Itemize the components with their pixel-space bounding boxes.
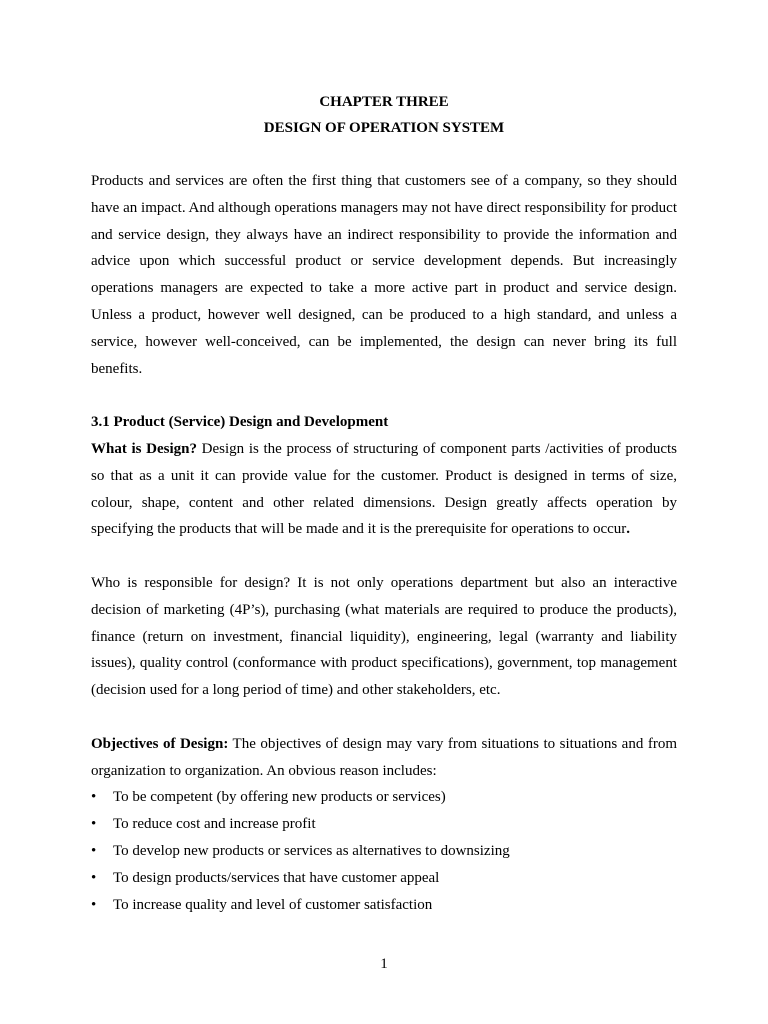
list-item (91, 892, 677, 919)
what-is-design-lead: What is Design? (91, 440, 197, 457)
page-number: 1 (380, 956, 388, 972)
list-item-text: To be competent (by offering new products or services) (113, 789, 446, 806)
list-item (91, 811, 677, 838)
spacer (91, 704, 677, 731)
list-item-text: To design products/services that have customer appeal (113, 869, 440, 886)
objectives-text: The objectives of design may vary from situations to situations and from organization to organization. An obvious reason includes: (91, 735, 677, 779)
list-item (91, 784, 677, 811)
spacer (91, 382, 677, 409)
bullet-icon: • (91, 896, 97, 913)
spacer (91, 141, 677, 168)
list-item (91, 838, 677, 865)
list-item (91, 865, 677, 892)
list-item-text: To reduce cost and increase profit (113, 816, 316, 833)
objectives-lead: Objectives of Design: (91, 735, 229, 752)
chapter-number: CHAPTER THREE (319, 94, 449, 110)
bullet-icon: • (91, 869, 97, 886)
bullet-icon: • (91, 816, 97, 833)
list-item-text: To increase quality and level of customer satisfaction (113, 896, 433, 913)
what-is-design-text: Design is the process of structuring of component parts /activities of products so that as a unit it can provide value for the customer. Product is designed in terms of size, colour, shape, content and other related dimensions. Design greatly affects operation by specifying the products that will be made and it is the prerequisite for operations to occur (91, 440, 677, 538)
page-content (91, 89, 677, 918)
bullet-icon: • (91, 789, 97, 806)
bullet-icon: • (91, 842, 97, 859)
chapter-title: DESIGN OF OPERATION SYSTEM (263, 120, 505, 136)
who-responsible-paragraph: Who is responsible for design? It is not only operations department but also an interactive decision of marketing (4P’s), purchasing (what materials are required to produce the products), finance (return on investment, financial liquidity), engineering, legal (warranty and liability issues), quality control (conformance with product specifications), government, top management (decision used for a long period of time) and other stakeholders, etc. (91, 574, 677, 699)
what-is-design-end-mark: . (626, 521, 631, 538)
objectives-list (91, 784, 677, 918)
objectives-paragraph (91, 731, 677, 785)
what-is-design-paragraph (91, 436, 677, 543)
spacer (91, 543, 677, 570)
section-title: 3.1 Product (Service) Design and Development (91, 414, 389, 431)
intro-paragraph: Products and services are often the first thing that customers see of a company, so they should have an impact. And although operations managers may not have direct responsibility for product and service design, they always have an indirect responsibility to provide the information and advice upon which successful product or service development depends. But increasingly operations managers are expected to take a more active part in product and service design. Unless a product, however well designed, can be produced to a high standard, and unless a service, however well-conceived, can be implemented, the design can never bring its full benefits. (91, 173, 677, 377)
list-item-text: To develop new products or services as alternatives to downsizing (113, 842, 510, 859)
